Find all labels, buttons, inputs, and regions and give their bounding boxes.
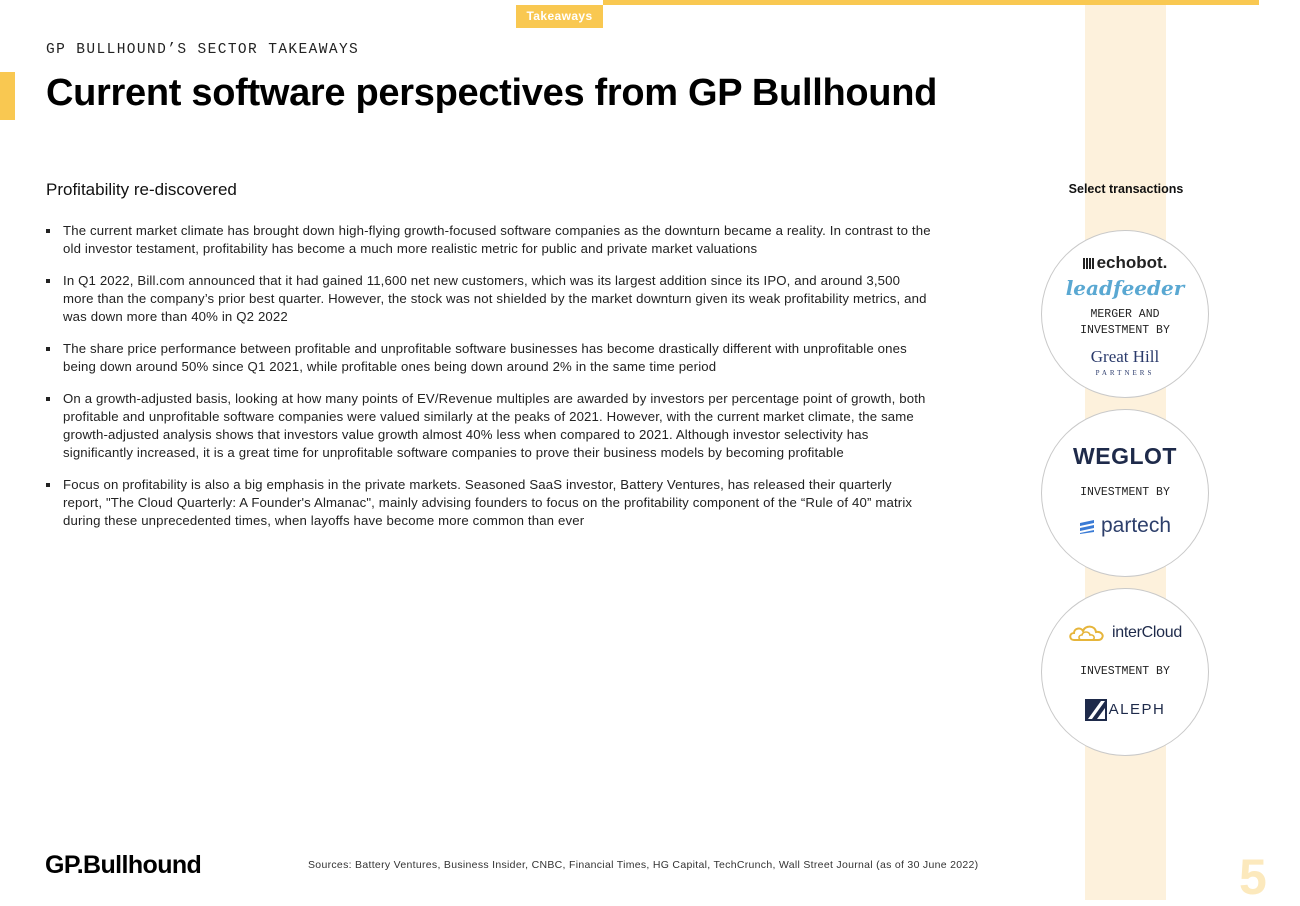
intercloud-logo: [1042, 623, 1208, 643]
gp-bullhound-logo: GP.Bullhound: [45, 851, 202, 879]
bullet-text: The share price performance between profitable and unprofitable software businesses has become drastically different with unprofitable ones being down around 50% since Q1 2021, while profitable ones being down around 2% in the same time period: [63, 341, 907, 374]
transaction-card-intercloud: [1041, 588, 1209, 756]
bullet-marker: [46, 347, 50, 351]
echobot-logo: [1042, 253, 1208, 273]
bullet-text: On a growth-adjusted basis, looking at how many points of EV/Revenue multiples are awarded by investors per percentage point of growth, both profitable and unprofitable software companies were valued similarly at the peaks of 2021. However, with the current market climate, the same growth-adjusted analysis shows that investors value growth almost 40% less when compared to 2021. Although investor selectivity has significantly increased, it is a great time for unprofitable software companies to prove their business models by becoming profitable: [63, 391, 926, 460]
bullet-marker: [46, 279, 50, 283]
partech-mark-icon: [1079, 519, 1095, 534]
cloud-icon: [1068, 623, 1108, 643]
bullet-item: [46, 476, 931, 530]
leadfeeder-logo: leadfeeder: [1065, 276, 1185, 300]
bullet-marker: [46, 397, 50, 401]
weglot-logo: WEGLOT: [1073, 443, 1177, 469]
partech-name: partech: [1100, 514, 1172, 537]
echobot-name: echobot.: [1096, 253, 1168, 272]
transaction-card-weglot: [1041, 409, 1209, 577]
relation-label: INVESTMENT BY: [1080, 665, 1170, 678]
intercloud-name: interCloud: [1112, 624, 1182, 642]
relation-label-line2: INVESTMENT BY: [1080, 324, 1170, 337]
partech-logo: [1042, 514, 1208, 538]
bullet-text: Focus on profitability is also a big emphasis in the private markets. Seasoned SaaS investor, Battery Ventures, has released their quarterly report, "The Cloud Quarterly: A Founder's Almanac", mainly advising founders to focus on the profitability component of the “Rule of 40” matrix during these unprecedented times, when layoffs have become more common than ever: [63, 477, 913, 528]
bullet-marker: [46, 483, 50, 487]
relation-label: INVESTMENT BY: [1080, 486, 1170, 499]
page-number: 5: [1239, 849, 1267, 905]
aleph-logo: [1042, 699, 1208, 721]
bullet-list: [46, 222, 931, 544]
bullet-item: [46, 390, 931, 462]
bullet-text: The current market climate has brought down high-flying growth-focused software companies as the downturn became a reality. In contrast to the old investor testament, profitability has become a much more realistic metric for public and private market valuations: [63, 223, 931, 256]
transactions-heading: Select transactions: [1068, 182, 1184, 196]
bullet-item: [46, 340, 931, 376]
sources-note: Sources: Battery Ventures, Business Insider, CNBC, Financial Times, HG Capital, TechCrunch, Wall Street Journal (as of 30 June 2022): [308, 859, 979, 871]
bullet-text: In Q1 2022, Bill.com announced that it had gained 11,600 net new customers, which was its largest addition since its IPO, and around 3,500 more than the company’s prior best quarter. However, the stock was not shielded by the market downturn given its weak profitability metrics, and was down more than 40% in Q2 2022: [63, 273, 927, 324]
section-subheading: Profitability re-discovered: [46, 180, 237, 199]
section-kicker: GP BULLHOUND’S SECTOR TAKEAWAYS: [46, 42, 360, 58]
tab-takeaways[interactable]: Takeaways: [516, 5, 603, 28]
bullet-item: [46, 222, 931, 258]
relation-label-line1: MERGER AND: [1090, 308, 1160, 321]
bullet-marker: [46, 229, 50, 233]
great-hill-logo: [1042, 349, 1208, 381]
transaction-card-echobot: [1041, 230, 1209, 398]
aleph-name: ALEPH: [1108, 700, 1166, 718]
great-hill-sub: PARTNERS: [1095, 369, 1155, 377]
title-accent-bar: [0, 72, 15, 120]
bullet-item: [46, 272, 931, 326]
echobot-bars-icon: [1083, 258, 1095, 269]
page-title: Current software perspectives from GP Bullhound: [46, 72, 938, 114]
great-hill-name: Great Hill: [1090, 347, 1160, 366]
aleph-mark-icon: [1085, 699, 1107, 721]
